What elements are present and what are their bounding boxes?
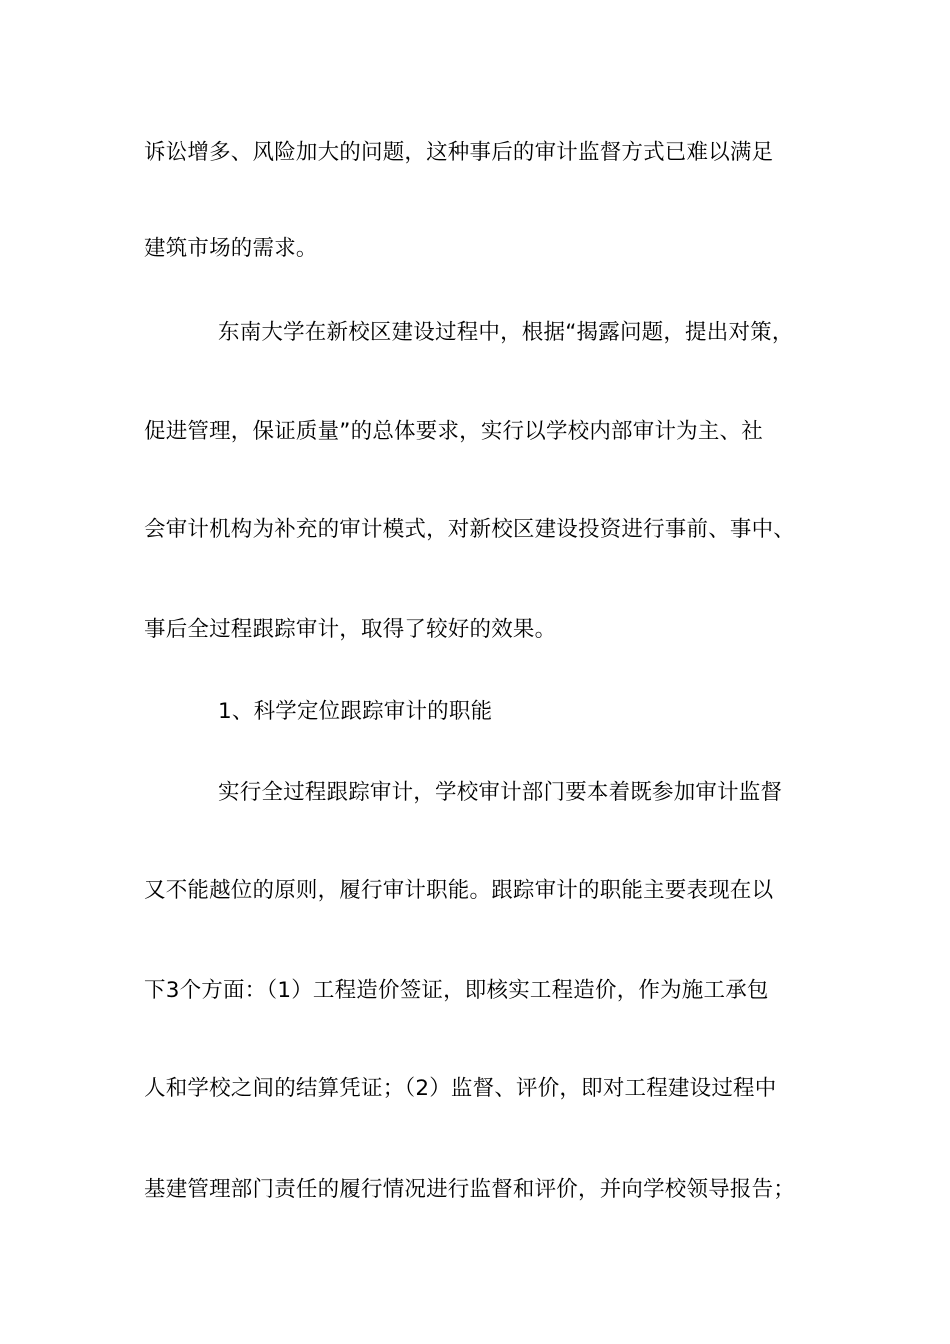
section-heading: 1、科学定位跟踪审计的职能 (218, 699, 493, 724)
paragraph-line: 事后全过程跟踪审计，取得了较好的效果。 (144, 617, 557, 642)
paragraph-line: 又不能越位的原则，履行审计职能。跟踪审计的职能主要表现在以 (144, 878, 774, 903)
paragraph-line: 会审计机构为补充的审计模式，对新校区建设投资进行事前、事中、 (144, 517, 796, 542)
paragraph-line: 下3个方面：（1）工程造价签证，即核实工程造价，作为施工承包 (144, 978, 769, 1003)
paragraph-line: 诉讼增多、风险加大的问题，这种事后的审计监督方式已难以满足 (144, 140, 774, 165)
paragraph-first-line: 东南大学在新校区建设过程中，根据“揭露问题，提出对策， (218, 320, 794, 345)
paragraph-line: 建筑市场的需求。 (144, 236, 318, 261)
paragraph-line: 促进管理，保证质量”的总体要求，实行以学校内部审计为主、社 (144, 419, 763, 444)
paragraph-line: 人和学校之间的结算凭证；（2）监督、评价，即对工程建设过程中 (144, 1076, 777, 1101)
paragraph-first-line: 实行全过程跟踪审计，学校审计部门要本着既参加审计监督 (218, 780, 783, 805)
paragraph-line: 基建管理部门责任的履行情况进行监督和评价，并向学校领导报告； (144, 1177, 796, 1202)
